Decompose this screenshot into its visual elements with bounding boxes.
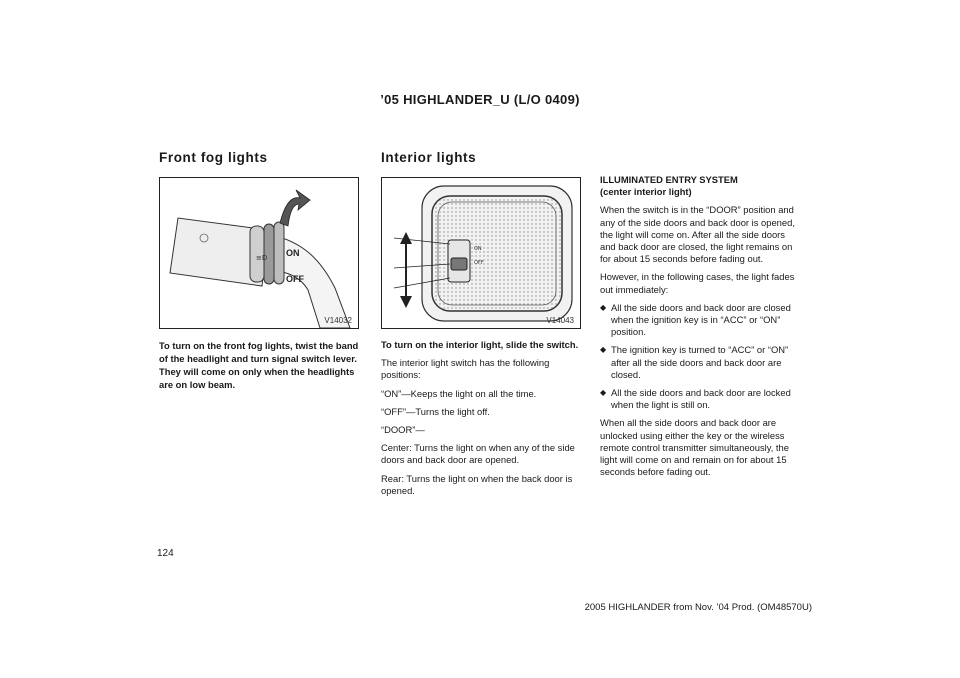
interior-light-illustration — [382, 178, 580, 328]
list-item — [600, 302, 802, 339]
diamond-bullet-icon: ◆ — [600, 388, 607, 398]
interior-lights-intro: To turn on the interior light, slide the switch. — [381, 339, 579, 350]
list-item-text: All the side doors and back door are closed when the ignition key is in “ACC” or “ON” position. — [611, 301, 791, 338]
paragraph: “ON”—Keeps the light on all the time. — [381, 387, 537, 399]
list-item — [600, 387, 802, 411]
paragraph: When all the side doors and back door are unlocked using either the key or the wireless remote control transmitter simultaneously, the light will come on and remain on for about 15 seconds before fading out. — [600, 417, 789, 478]
paragraph: “DOOR”— — [381, 424, 425, 436]
paragraph: “OFF”—Turns the light off. — [381, 405, 490, 417]
section-title-fog-lights: Front fog lights — [159, 150, 268, 165]
figure-code: V14032 — [324, 316, 352, 325]
paragraph: However, in the following cases, the light fades out immediately: — [600, 271, 795, 295]
document-footer: 2005 HIGHLANDER from Nov. ’04 Prod. (OM48570U) — [584, 602, 812, 613]
on-label: ON — [286, 248, 300, 258]
section-subtitle: ILLUMINATED ENTRY SYSTEM — [600, 174, 738, 185]
off-label: OFF — [286, 274, 304, 284]
interior-lights-text — [381, 339, 581, 503]
svg-text:≡D: ≡D — [256, 254, 268, 262]
diamond-bullet-icon: ◆ — [600, 345, 607, 355]
svg-text:ON: ON — [474, 246, 482, 252]
list-item-text: All the side doors and back door are locked when the light is still on. — [611, 387, 791, 411]
list-item — [600, 344, 802, 381]
fog-light-figure — [159, 177, 359, 329]
section-subtitle: (center interior light) — [600, 186, 692, 198]
interior-light-figure — [381, 177, 581, 329]
illuminated-entry-section — [600, 174, 802, 484]
paragraph: Rear: Turns the light on when the back door is opened. — [381, 472, 573, 496]
svg-text:OFF: OFF — [474, 260, 484, 266]
document-header: ’05 HIGHLANDER_U (L/O 0409) — [380, 92, 580, 107]
figure-code: V14043 — [546, 316, 574, 325]
page-number: 124 — [157, 548, 174, 559]
list-item-text: The ignition key is turned to “ACC” or “ON” after all the side doors and back door are closed. — [611, 344, 789, 380]
paragraph: When the switch is in the “DOOR” position and any of the side doors and back door is opened, the light will come on. After all the side doors and back door are closed, the light remains on for about 15 seconds before fading out. — [600, 204, 795, 265]
section-title-interior-lights: Interior lights — [381, 150, 477, 165]
paragraph: Center: Turns the light on when any of the side doors and back door are opened. — [381, 442, 575, 466]
fog-light-switch-illustration — [160, 178, 358, 328]
paragraph: The interior light switch has the following positions: — [381, 357, 550, 381]
fog-lights-caption: To turn on the front fog lights, twist the band of the headlight and turn signal switch lever. They will come on only when the headlights are on low beam. — [159, 340, 359, 390]
diamond-bullet-icon: ◆ — [600, 302, 607, 312]
